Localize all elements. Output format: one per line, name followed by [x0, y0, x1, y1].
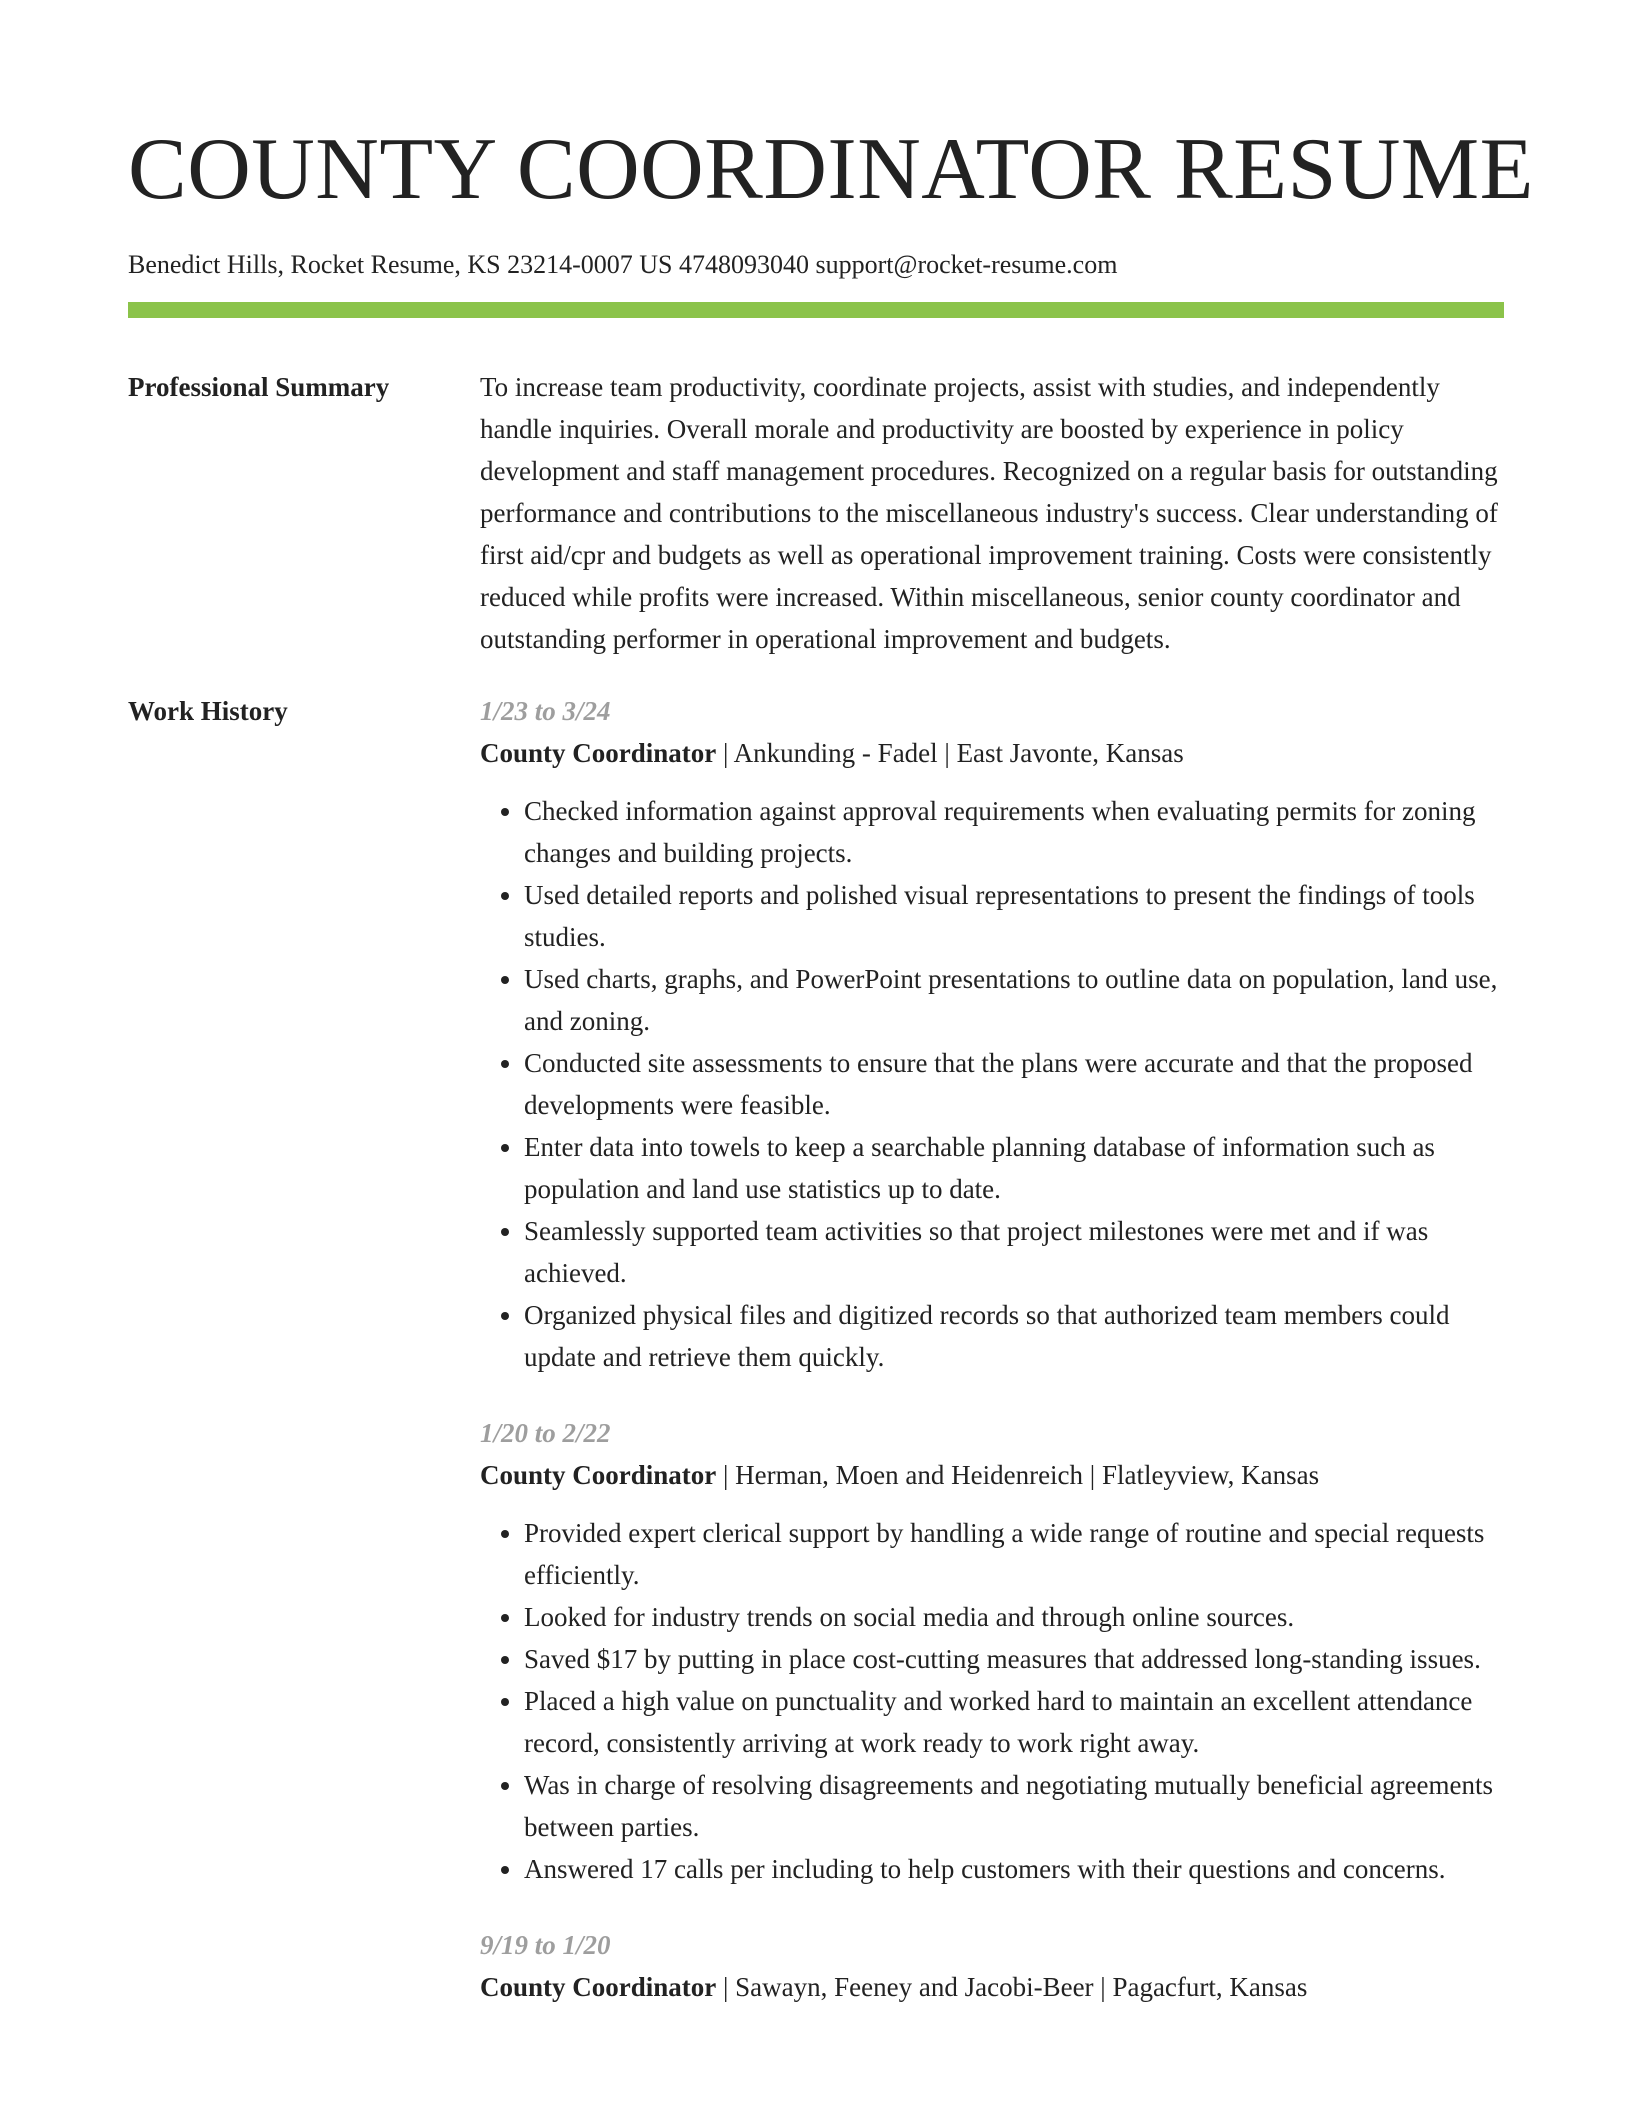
job-employer-location: | Sawayn, Feeney and Jacobi-Beer | Pagacfurt, Kansas — [716, 1972, 1308, 2002]
job-employer-location: | Herman, Moen and Heidenreich | Flatleyview, Kansas — [716, 1460, 1320, 1490]
summary-text: To increase team productivity, coordinate projects, assist with studies, and independently handle inquiries. Overall morale and productivity are boosted by experience in policy development and staff management procedures. Recognized on a regular basis for outstanding performance and contributions to the miscellaneous industry's success. Clear understanding of first aid/cpr and budgets as well as operational improvement training. Costs were consistently reduced while profits were increased. Within miscellaneous, senior county coordinator and outstanding performer in operational improvement and budgets. — [480, 372, 1498, 654]
job-bullet: • Saved $17 by putting in place cost-cutting measures that addressed long-standing issues. — [524, 1638, 1504, 1680]
job-heading — [480, 732, 1504, 774]
job-bullet: • Answered 17 calls per including to help customers with their questions and concerns. — [524, 1848, 1504, 1890]
job-heading — [480, 1454, 1504, 1496]
job-entry — [480, 1924, 1504, 2008]
job-dates: 1/20 to 2/22 — [480, 1418, 611, 1448]
job-bullet: • Seamlessly supported team activities so that project milestones were met and if was achieved. — [524, 1210, 1504, 1294]
work-history-body — [480, 690, 1504, 2042]
resume-title: COUNTY COORDINATOR RESUME — [128, 121, 1534, 218]
job-bullet-list — [480, 1512, 1504, 1890]
job-bullet: • Was in charge of resolving disagreements and negotiating mutually beneficial agreements between parties. — [524, 1764, 1504, 1848]
job-dates: 9/19 to 1/20 — [480, 1930, 611, 1960]
job-bullet: • Placed a high value on punctuality and worked hard to maintain an excellent attendance record, consistently arriving at work ready to work right away. — [524, 1680, 1504, 1764]
job-heading — [480, 1966, 1504, 2008]
job-bullet: • Checked information against approval requirements when evaluating permits for zoning changes and building projects. — [524, 790, 1504, 874]
job-title: County Coordinator — [480, 738, 717, 768]
job-title: County Coordinator — [480, 1460, 717, 1490]
job-bullet: • Organized physical files and digitized records so that authorized team members could update and retrieve them quickly. — [524, 1294, 1504, 1378]
section-label-summary: Professional Summary — [128, 372, 390, 402]
work-history-section — [128, 690, 1504, 2042]
job-entry — [480, 1412, 1504, 1890]
contact-line: Benedict Hills, Rocket Resume, KS 23214-0007 US 4748093040 support@rocket-resume.com — [128, 250, 1118, 279]
summary-body — [480, 366, 1504, 660]
job-employer-location: | Ankunding - Fadel | East Javonte, Kansas — [716, 738, 1184, 768]
job-bullet: • Used charts, graphs, and PowerPoint presentations to outline data on population, land use, and zoning. — [524, 958, 1504, 1042]
job-entry — [480, 690, 1504, 1378]
job-bullet: • Provided expert clerical support by handling a wide range of routine and special requests efficiently. — [524, 1512, 1504, 1596]
section-label-work-history: Work History — [128, 696, 288, 726]
accent-divider — [128, 302, 1504, 318]
job-bullet: • Used detailed reports and polished visual representations to present the findings of tools studies. — [524, 874, 1504, 958]
job-dates: 1/23 to 3/24 — [480, 696, 611, 726]
job-bullet: • Conducted site assessments to ensure that the plans were accurate and that the proposed developments were feasible. — [524, 1042, 1504, 1126]
job-bullet: • Looked for industry trends on social media and through online sources. — [524, 1596, 1504, 1638]
job-bullet: • Enter data into towels to keep a searchable planning database of information such as population and land use statistics up to date. — [524, 1126, 1504, 1210]
job-bullet-list — [480, 790, 1504, 1378]
job-title: County Coordinator — [480, 1972, 717, 2002]
professional-summary-section — [128, 366, 1504, 660]
